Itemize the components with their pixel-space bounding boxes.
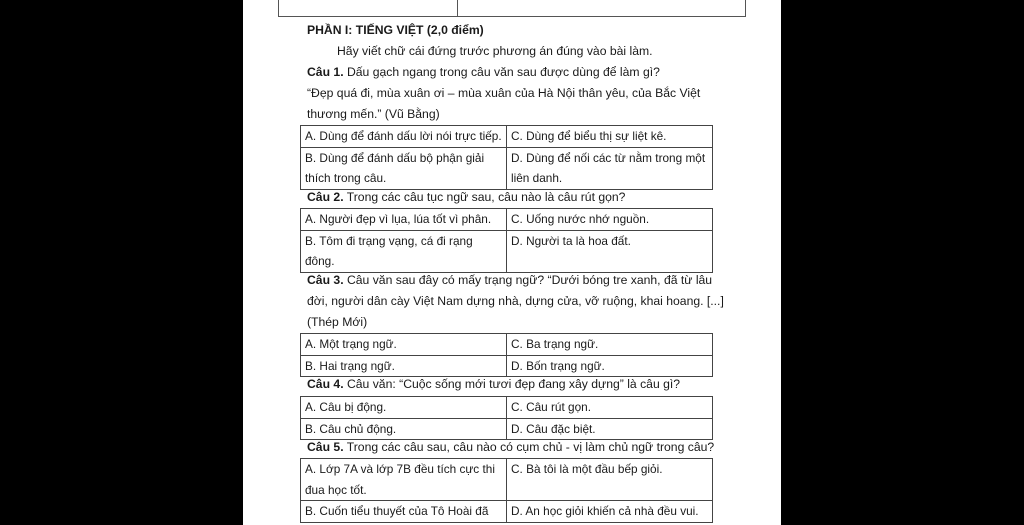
question-5-label: Câu 5.	[307, 440, 344, 454]
question-3-options	[300, 333, 713, 377]
option-c: C. Uống nước nhớ nguồn.	[507, 209, 713, 231]
document-page	[243, 0, 781, 525]
option-b: B. Dùng để đánh dấu bộ phận giải thích trong câu.	[301, 147, 507, 189]
section-title: PHẦN I: TIẾNG VIỆT (2,0 điểm)	[307, 23, 484, 37]
previous-table-fragment	[278, 0, 746, 17]
option-c: C. Dùng để biểu thị sự liệt kê.	[507, 126, 713, 148]
question-5	[307, 439, 714, 455]
option-c: C. Bà tôi là một đầu bếp giỏi.	[507, 459, 713, 501]
instruction: Hãy viết chữ cái đứng trước phương án đúng vào bài làm.	[337, 44, 653, 58]
option-d: D. Người ta là hoa đất.	[507, 230, 713, 272]
question-3-line-3: (Thép Mới)	[307, 315, 368, 329]
option-c: C. Ba trạng ngữ.	[507, 334, 713, 356]
option-a: A. Câu bị động.	[301, 397, 507, 419]
question-5-options	[300, 458, 713, 523]
question-3	[307, 272, 712, 288]
option-d: D. Câu đặc biệt.	[507, 418, 713, 440]
question-3-label: Câu 3.	[307, 273, 344, 287]
question-1	[307, 64, 660, 80]
question-4-text: Câu văn: “Cuộc sống mới tươi đẹp đang xây dựng” là câu gì?	[343, 377, 681, 391]
question-4	[307, 376, 680, 392]
table-divider	[457, 0, 458, 16]
option-c: C. Câu rút gọn.	[507, 397, 713, 419]
question-5-text: Trong các câu sau, câu nào có cụm chủ - vị làm chủ ngữ trong câu?	[343, 440, 715, 454]
option-b: B. Câu chủ động.	[301, 418, 507, 440]
question-2-text: Trong các câu tục ngữ sau, câu nào là câu rút gọn?	[343, 190, 626, 204]
option-d: D. Bốn trạng ngữ.	[507, 355, 713, 377]
option-a: A. Một trạng ngữ.	[301, 334, 507, 356]
question-4-label: Câu 4.	[307, 377, 344, 391]
option-b: B. Tôm đi trạng vạng, cá đi rạng đông.	[301, 230, 507, 272]
option-d: D. An học giỏi khiến cả nhà đều vui.	[507, 501, 713, 523]
option-b: B. Cuốn tiểu thuyết của Tô Hoài đã	[301, 501, 507, 523]
question-3-text: Câu văn sau đây có mấy trạng ngữ? “Dưới bóng tre xanh, đã từ lâu	[343, 273, 713, 287]
option-a: A. Dùng để đánh dấu lời nói trực tiếp.	[301, 126, 507, 148]
option-b: B. Hai trạng ngữ.	[301, 355, 507, 377]
option-a: A. Lớp 7A và lớp 7B đều tích cực thi đua học tốt.	[301, 459, 507, 501]
question-1-options	[300, 125, 713, 190]
question-2-label: Câu 2.	[307, 190, 344, 204]
option-a: A. Người đẹp vì lụa, lúa tốt vì phân.	[301, 209, 507, 231]
question-1-label: Câu 1.	[307, 65, 344, 79]
question-2-options	[300, 208, 713, 273]
question-1-text: Dấu gạch ngang trong câu văn sau được dùng để làm gì?	[343, 65, 660, 79]
option-d: D. Dùng để nối các từ nằm trong một liên danh.	[507, 147, 713, 189]
question-1-quote-line-1: “Đẹp quá đi, mùa xuân ơi – mùa xuân của Hà Nội thân yêu, của Bắc Việt	[307, 86, 701, 100]
question-2	[307, 189, 625, 205]
question-1-quote-line-2: thương mến.” (Vũ Bằng)	[307, 107, 440, 121]
question-4-options	[300, 396, 713, 440]
question-3-line-2: đời, người dân cày Việt Nam dựng nhà, dựng cửa, vỡ ruộng, khai hoang. [...]	[307, 294, 724, 308]
